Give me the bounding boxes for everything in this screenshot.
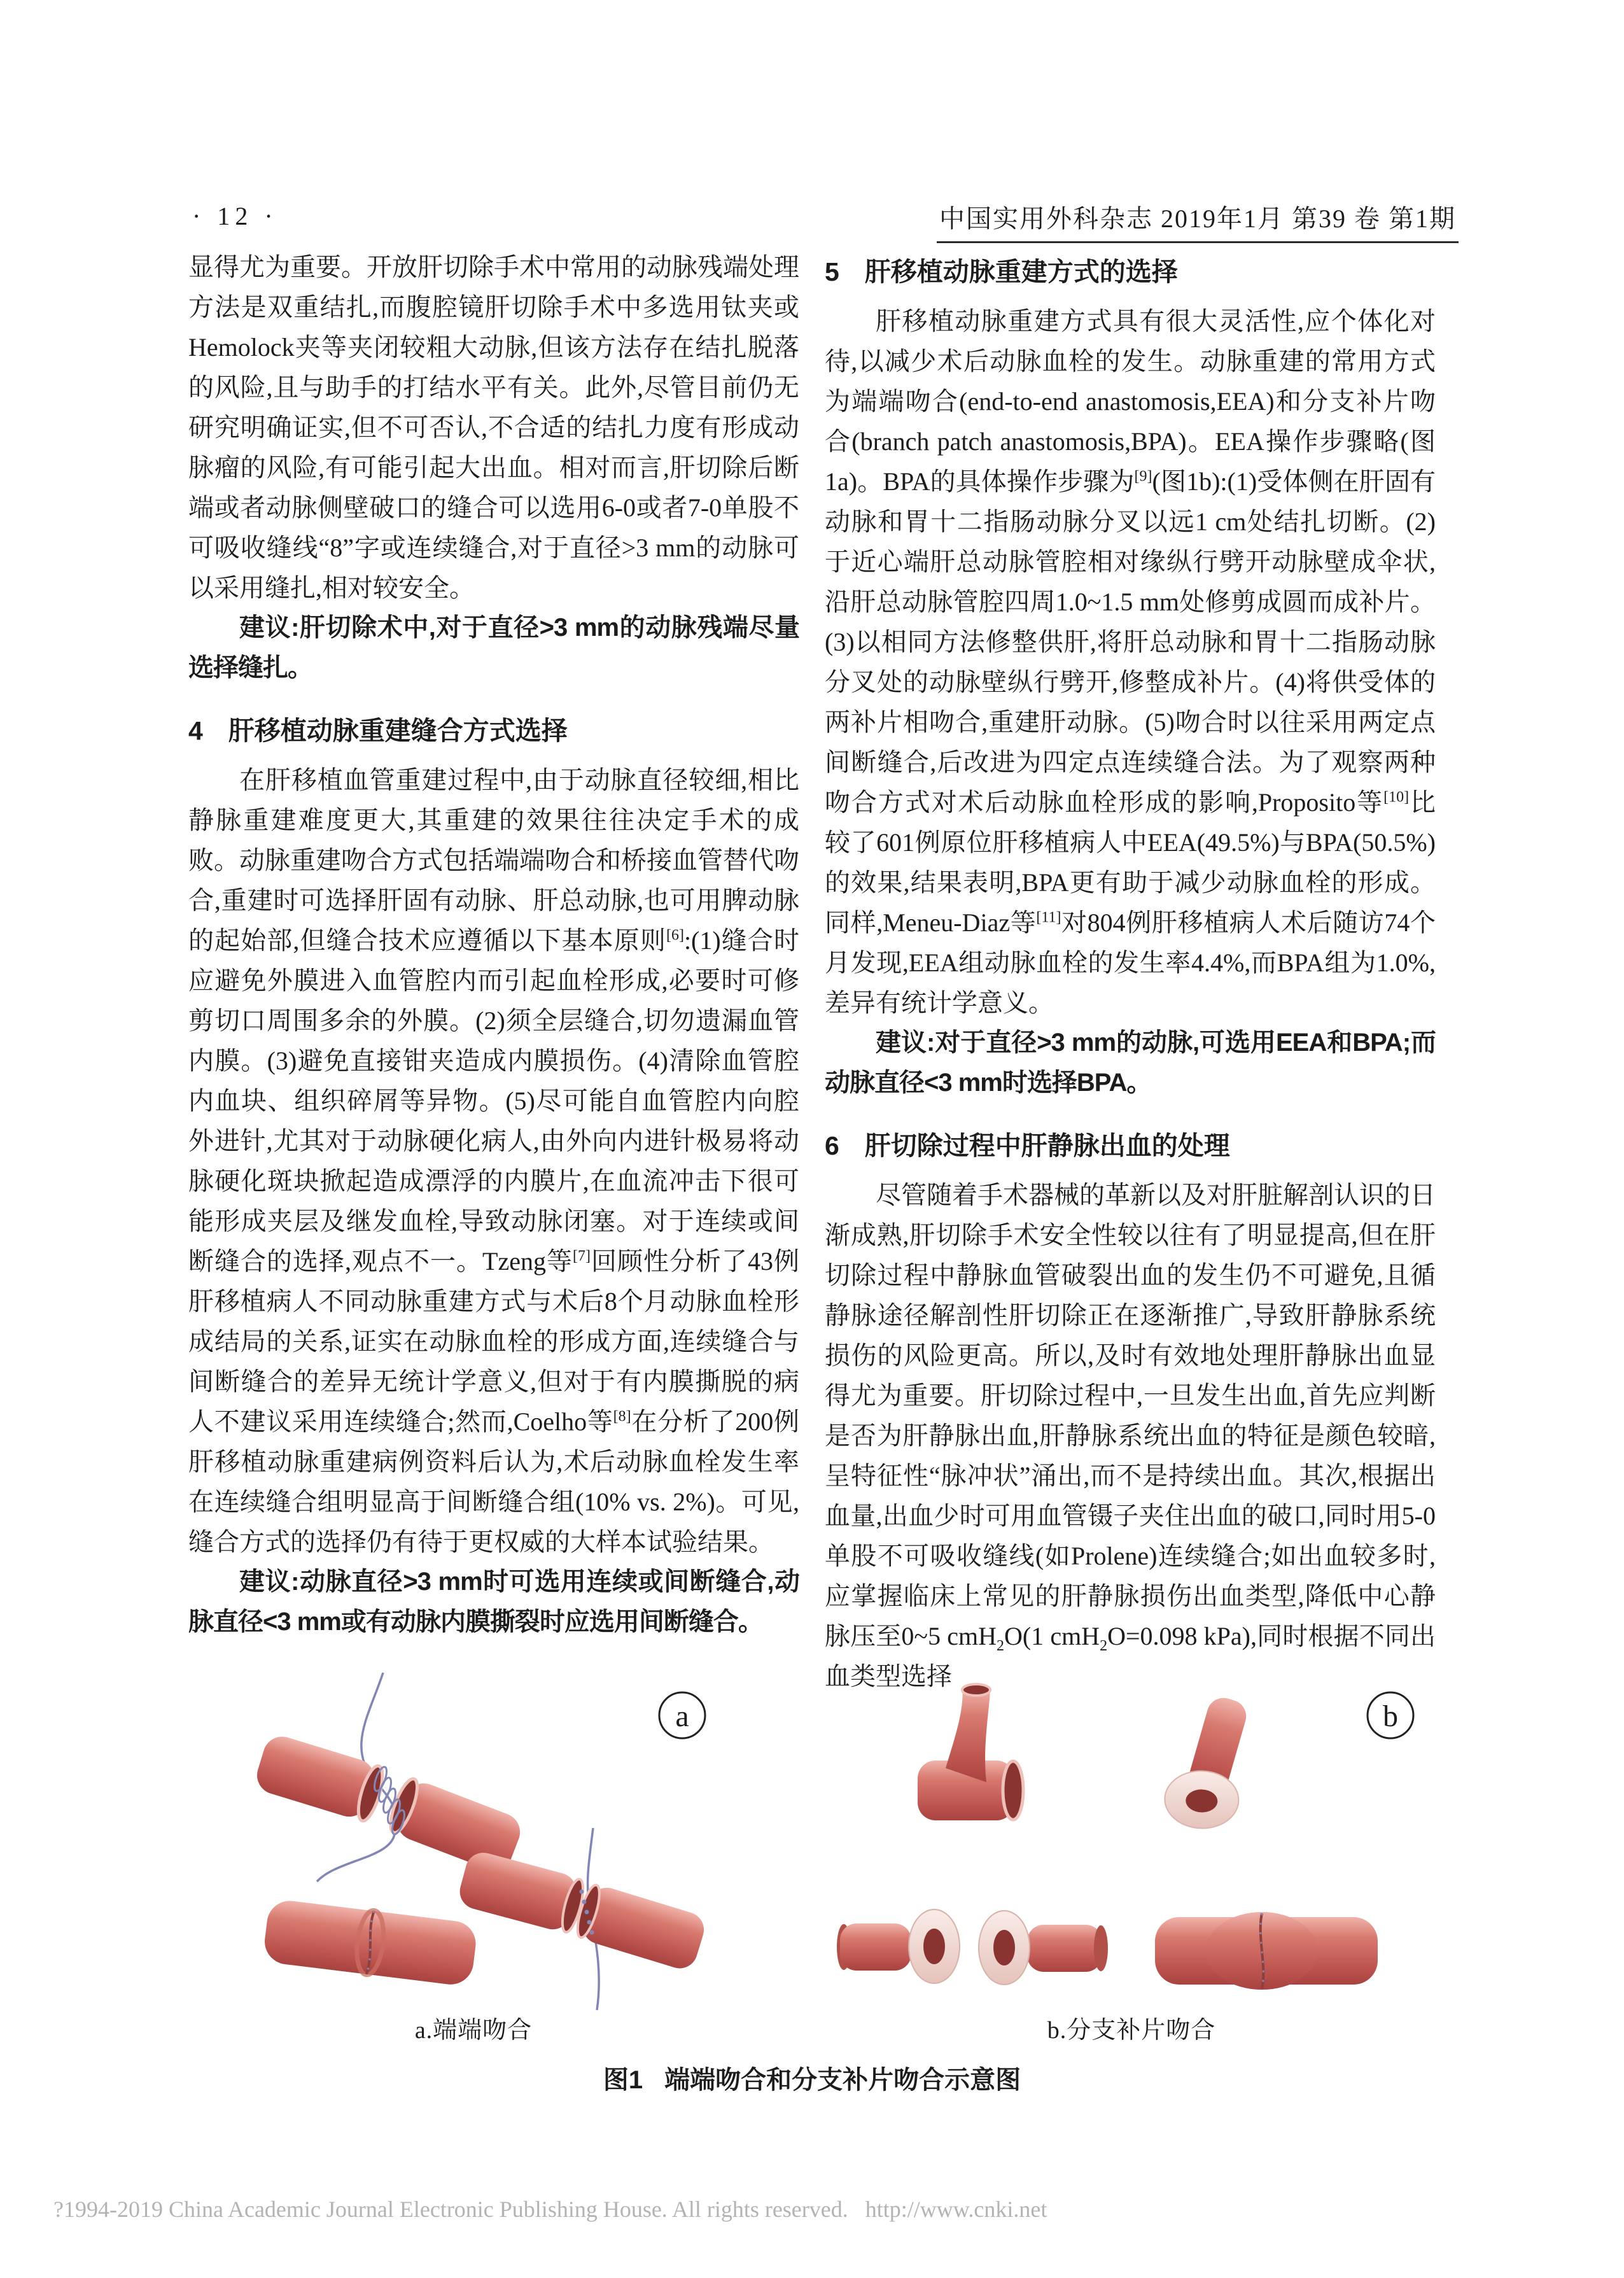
section-title: 肝移植动脉重建方式的选择 xyxy=(864,257,1178,286)
paragraph-section5: 肝移植动脉重建方式具有很大灵活性,应个体化对待,以减少术后动脉血栓的发生。动脉重建的常用方式为端端吻合(end-to-end anastomosis,EEA)和分支补片吻合(branch patch anastomosis,BPA)。EEA操作步骤略(图1a)。BPA的具体操作步骤为[9](图1b):(1)受体侧在肝固有动脉和胃十二指肠动脉分叉以远1 cm处结扎切断。(2)于近心端肝总动脉管腔相对缘纵行劈开动脉壁成伞状,沿肝总动脉管腔四周1.0~1.5 mm处修剪成圆而成补片。(3)以相同方法修整供肝,将肝总动脉和胃十二指肠动脉分叉处的动脉壁纵行劈开,修整成补片。(4)将供受体的两补片相吻合,重建肝动脉。(5)吻合时以往采用两定点间断缝合,后改进为四定点连续缝合法。为了观察两种吻合方式对术后动脉血栓形成的影响,Proposito等[10]比较了601例原位肝移植病人中EEA(49.5%)与BPA(50.5%)的效果,结果表明,BPA更有助于减少动脉血栓的形成。同样,Meneu-Diaz等[11]对804例肝移植病人术后随访74个月发现,EEA组动脉血栓的发生率4.4%,而BPA组为1.0%,差异有统计学意义。 xyxy=(825,307,1436,1017)
figure-caption-b: b.分支补片吻合 xyxy=(1047,2017,1216,2044)
section-title: 肝切除过程中肝静脉出血的处理 xyxy=(864,1131,1230,1160)
paragraph-section6: 尽管随着手术器械的革新以及对肝脏解剖认识的日渐成熟,肝切除手术安全性较以往有了明显提高,但在肝切除过程中静脉血管破裂出血的发生仍不可避免,且循静脉途径解剖性肝切除正在逐渐推广,导致肝静脉系统损伤的风险更高。所以,及时有效地处理肝静脉出血显得尤为重要。肝切除过程中,一旦发生出血,首先应判断是否为肝静脉出血,肝静脉系统出血的特征是颜色较暗,呈特征性“脉冲状”涌出,而不是持续出血。其次,根据出血量,出血少时可用血管镊子夹住出血的破口,同时用5-0单股不可吸收缝线(如Prolene)连续缝合;如出血较多时,应掌握临床上常见的肝静脉损伤出血类型,降低中心静脉压至0~5 cmH$_2$O(1 cmH$_2$O=0.098 kPa),同时根据不同出血类型选择 xyxy=(825,1181,1436,1691)
eea-step1-vessels xyxy=(253,1673,526,1881)
panel-a-label: a xyxy=(675,1699,689,1733)
figure-caption-label: 图1 xyxy=(603,2066,643,2094)
figure1-illustration xyxy=(178,1668,1483,2049)
figure-caption xyxy=(0,2060,1624,2096)
bpa-step2-patch-vessel xyxy=(1151,1687,1271,1846)
page-footer: ?1994-2019 China Academic Journal Electronic Publishing House. All rights reserved. http://www.cnki.net xyxy=(53,2197,1047,2222)
bpa-step1-branch-vessel xyxy=(918,1684,1023,1820)
panel-a-label-circle xyxy=(659,1692,705,1738)
figure-caption-a: a.端端吻合 xyxy=(414,2017,533,2044)
section-number: 5 xyxy=(825,257,839,286)
section-heading-4 xyxy=(188,711,799,751)
section-heading-5 xyxy=(825,252,1436,292)
recommendation-paragraph: 建议:肝切除术中,对于直径>3 mm的动脉残端尽量选择缝扎。 xyxy=(188,614,799,682)
bpa-step4-completed-vessel xyxy=(1155,1912,1378,1990)
panel-b-label: b xyxy=(1383,1699,1398,1733)
eea-step3-completed-vessel xyxy=(262,1897,479,1987)
right-column xyxy=(825,247,1436,1696)
recommendation-paragraph: 建议:动脉直径>3 mm时可选用连续或间断缝合,动脉直径<3 mm或有动脉内膜撕裂时应选用间断缝合。 xyxy=(188,1568,799,1636)
page-number: · 12 · xyxy=(192,202,278,230)
paragraph-section4: 在肝移植血管重建过程中,由于动脉直径较细,相比静脉重建难度更大,其重建的效果往往决定手术的成败。动脉重建吻合方式包括端端吻合和桥接血管替代吻合,重建时可选择肝固有动脉、肝总动脉,也可用脾动脉的起始部,但缝合技术应遵循以下基本原则[6]:(1)缝合时应避免外膜进入血管腔内而引起血栓形成,必要时可修剪切口周围多余的外膜。(2)须全层缝合,切勿遗漏血管内膜。(3)避免直接钳夹造成内膜损伤。(4)清除血管腔内血块、组织碎屑等异物。(5)尽可能自血管腔内向腔外进针,尤其对于动脉硬化病人,由外向内进针极易将动脉硬化斑块掀起造成漂浮的内膜片,在血流冲击下很可能形成夹层及继发血栓,导致动脉闭塞。对于连续或间断缝合的选择,观点不一。Tzeng等[7]回顾性分析了43例肝移植病人不同动脉重建方式与术后8个月动脉血栓形成结局的关系,证实在动脉血栓的形成方面,连续缝合与间断缝合的差异无统计学意义,但对于有内膜撕脱的病人不建议采用连续缝合;然而,Coelho等[8]在分析了200例肝移植动脉重建病例资料后认为,术后动脉血栓发生率在连续缝合组明显高于间断缝合组(10% vs. 2%)。可见,缝合方式的选择仍有待于更权威的大样本试验结果。 xyxy=(188,766,799,1556)
section-number: 4 xyxy=(188,716,203,745)
section-title: 肝移植动脉重建缝合方式选择 xyxy=(228,716,568,745)
recommendation-paragraph: 建议:对于直径>3 mm的动脉,可选用EEA和BPA;而动脉直径<3 mm时选择BPA。 xyxy=(825,1029,1436,1097)
paragraph-continuation: 显得尤为重要。开放肝切除手术中常用的动脉残端处理方法是双重结扎,而腹腔镜肝切除手术中多选用钛夹或Hemolock夹等夹闭较粗大动脉,但该方法存在结扎脱落的风险,且与助手的打结水平有关。此外,尽管目前仍无研究明确证实,但不可否认,不合适的结扎力度有形成动脉瘤的风险,有可能引起大出血。相对而言,肝切除后断端或者动脉侧壁破口的缝合可以选用6-0或者7-0单股不可吸收缝线“8”字或连续缝合,对于直径>3 mm的动脉可以采用缝扎,相对较安全。 xyxy=(188,253,799,602)
bpa-step3-two-patches xyxy=(837,1909,1108,1985)
journal-header: 中国实用外科杂志 2019年1月 第39 卷 第1期 xyxy=(937,199,1459,243)
section-heading-6 xyxy=(825,1126,1436,1166)
section-number: 6 xyxy=(825,1131,839,1160)
figure-caption-title: 端端吻合和分支补片吻合示意图 xyxy=(664,2066,1021,2094)
panel-b-label-circle xyxy=(1368,1692,1413,1738)
left-column xyxy=(188,247,799,1642)
eea-step2-vessels xyxy=(456,1828,708,2010)
